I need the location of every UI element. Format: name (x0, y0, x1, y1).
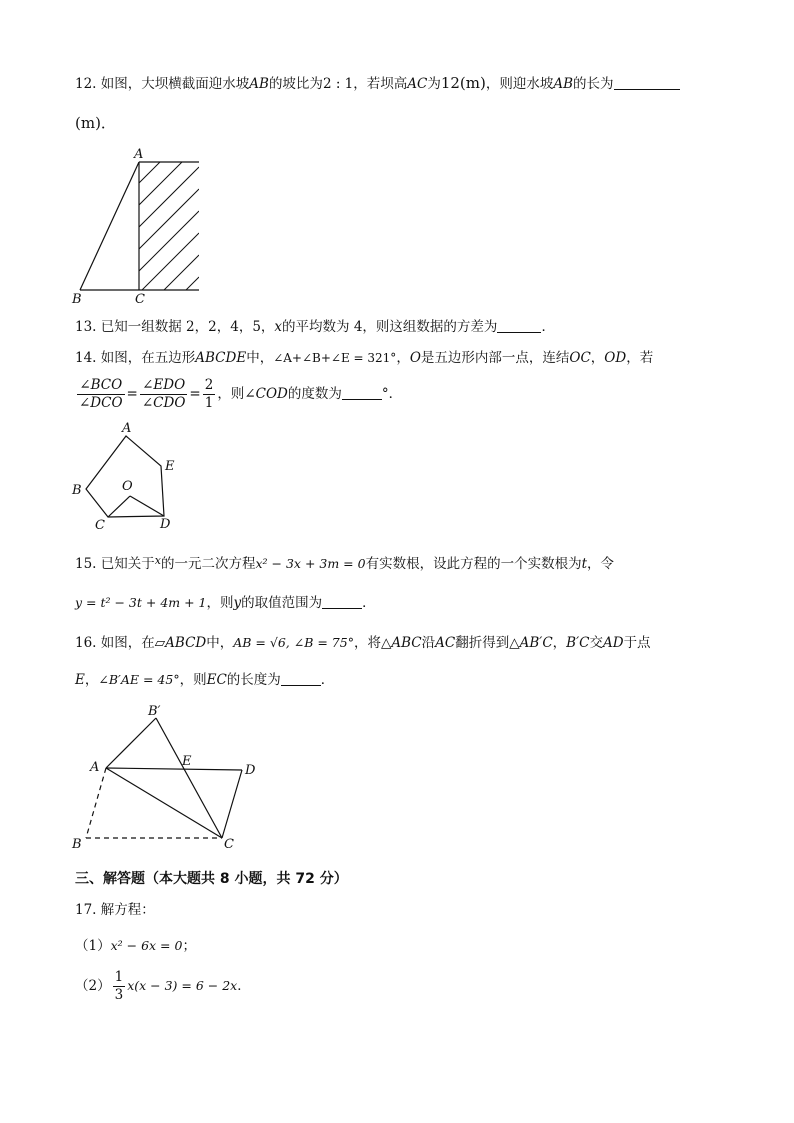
q17-part-2 (75, 966, 251, 1006)
q16-answer-blank[interactable] (281, 671, 321, 686)
q16-ec: EC (206, 672, 227, 688)
q14-eq: = (189, 386, 201, 402)
q16-line-1 (75, 633, 651, 653)
q13-end: ． (541, 319, 555, 335)
q14-text: ， (396, 350, 410, 366)
q16-text: ， (84, 672, 99, 688)
q12-text: 为 (427, 76, 441, 92)
q12-ab: AB (553, 76, 574, 92)
q17-p2-frac (113, 969, 126, 1004)
q12-unit: (m)． (75, 114, 116, 132)
q14-frac2-num: ∠EDO (140, 377, 188, 395)
q14-frac-3 (203, 377, 216, 412)
segment-od (130, 496, 164, 516)
q17-p2-label: （2） (75, 978, 111, 994)
q12-label-b: B (72, 292, 82, 307)
q12-text: 12. 如图，大坝横截面迎水坡 (75, 76, 250, 92)
q16-para: ▱ABCD (154, 635, 207, 651)
q16-text: 中， (206, 635, 234, 651)
segment-ab-prime (106, 718, 156, 768)
q16-text: ， (552, 635, 567, 651)
segment-b-prime-c (156, 718, 222, 838)
q14-end: °． (381, 386, 403, 402)
q14-label-a: A (122, 421, 132, 436)
q15-text: ，则 (206, 595, 234, 611)
q14-eq: = (126, 386, 138, 402)
q12-ratio: 2 : 1 (322, 76, 354, 92)
q14-text: 的度数为 (287, 386, 342, 402)
q14-answer-blank[interactable] (342, 385, 382, 400)
q16-angle: ∠B′AE = 45° (98, 672, 180, 687)
q17-p2-num: 1 (114, 969, 124, 985)
q16-ad: AD (602, 635, 624, 651)
q15-y: y (233, 595, 242, 611)
q16-bc: B′C (566, 635, 590, 651)
q16-text: 于点 (623, 635, 651, 651)
q14-text: 是五边形内部一点，连结 (420, 350, 570, 366)
q17-p1-label: （1） (75, 938, 111, 954)
q16-label-b: B (72, 837, 82, 850)
q15-x: x (154, 554, 161, 567)
q16-label-c: C (224, 837, 234, 850)
q16-e: E (75, 672, 85, 688)
q15-equation: x² − 3x + 3m = 0 (255, 556, 366, 571)
q16-end: ． (320, 672, 335, 688)
q14-od: OD (604, 350, 627, 366)
q14-frac3-den: 1 (204, 395, 214, 411)
q16-label-d: D (245, 763, 256, 778)
q17-title: 17. 解方程： (75, 902, 155, 918)
q15-y-def: y = t² − 3t + 4m + 1 (75, 595, 207, 610)
q16-text: 的长度为 (226, 672, 281, 688)
q15-text: 的取值范围为 (241, 595, 323, 611)
q16-parallelogram-figure (68, 700, 268, 850)
q14-pentagon-figure (68, 420, 188, 535)
q12-label-a: A (134, 147, 144, 162)
q14-text: ，若 (626, 350, 654, 366)
q16-text: ，将 (353, 635, 381, 651)
q14-label-o: O (122, 479, 133, 494)
q12-ac: AC (407, 76, 428, 92)
q16-text: 沿 (421, 635, 436, 651)
q15-line-1 (75, 551, 614, 574)
q16-tri1: △ABC (380, 635, 422, 651)
dam-ab (80, 162, 139, 290)
q17-p2-den: 3 (114, 987, 124, 1003)
q13-line (75, 317, 555, 337)
q14-oc: OC (569, 350, 591, 366)
segment-ad (106, 768, 242, 770)
q14-text: ，则 (217, 386, 245, 402)
q14-frac3-num: 2 (204, 377, 214, 393)
q15-end: ． (362, 595, 376, 611)
q16-text: 翻折得到 (455, 635, 510, 651)
q14-label-b: B (72, 483, 82, 498)
q14-line-2 (75, 374, 402, 414)
q14-label-d: D (160, 517, 171, 532)
q14-frac2-den: ∠CDO (141, 395, 186, 411)
q15-t: t (581, 556, 588, 572)
q12-height: 12(m) (440, 74, 486, 92)
q14-frac1-den: ∠DCO (79, 395, 123, 411)
segment-ab-dashed (86, 768, 106, 838)
q17-part-1 (75, 936, 196, 956)
segment-dc (222, 770, 242, 838)
q15-text: 有实数根，设此方程的一个实数根为 (365, 556, 582, 572)
section-3-heading: 三、解答题（本大题共 8 小题，共 72 分） (75, 871, 348, 887)
pentagon-abcde (86, 436, 164, 517)
q14-frac1-num: ∠BCO (77, 377, 125, 395)
q12-text: ，若坝高 (353, 76, 408, 92)
q12-text: ，则迎水坡 (485, 76, 554, 92)
q14-label-e: E (165, 459, 175, 474)
q12-label-c: C (135, 292, 145, 307)
q12-answer-blank[interactable] (614, 75, 680, 90)
q14-text: 中， (246, 350, 274, 366)
q16-text: ，则 (179, 672, 207, 688)
q16-line-2 (75, 670, 334, 690)
q12-text: 的坡比为 (268, 76, 323, 92)
q15-line-2 (75, 593, 376, 613)
q12-ab: AB (249, 76, 269, 92)
q13-answer-blank[interactable] (497, 318, 541, 333)
q17-p1-end: ； (182, 938, 196, 954)
q16-text: 交 (589, 635, 603, 651)
q17-p2-end: ． (237, 978, 251, 994)
q13-text: 的平均数为 4，则这组数据的方差为 (282, 319, 498, 335)
q14-frac-1 (77, 377, 125, 412)
q16-label-e: E (182, 754, 192, 769)
q14-label-c: C (95, 518, 105, 533)
q17-p1-equation: x² − 6x = 0 (110, 938, 183, 953)
q16-label-bprime: B′ (148, 704, 161, 719)
q15-text: 的一元二次方程 (160, 556, 256, 572)
q17-p2-equation: x(x − 3) = 6 − 2x (127, 978, 238, 993)
q16-ac: AC (435, 635, 456, 651)
q12-line-1 (75, 73, 680, 94)
q14-text: 14. 如图，在五边形 (75, 350, 196, 366)
q12-line-2 (75, 113, 116, 134)
q15-text: 15. 已知关于 (75, 556, 155, 572)
q15-text: ，令 (587, 556, 615, 572)
q14-angles: ∠A+∠B+∠E = 321° (273, 351, 397, 365)
q12-dam-figure (68, 143, 208, 308)
q16-label-a: A (90, 760, 100, 775)
q14-line-1 (75, 348, 653, 368)
q14-angle-cod: ∠COD (244, 386, 288, 402)
q14-frac-2 (140, 377, 188, 412)
q16-text: 16. 如图，在 (75, 635, 155, 651)
segment-oc (108, 496, 130, 517)
segment-ac (106, 768, 222, 838)
q13-x: x (274, 319, 283, 335)
q15-answer-blank[interactable] (322, 594, 362, 609)
q16-tri2: △AB′C (509, 635, 553, 651)
q13-text: 13. 已知一组数据 2，2，4，5， (75, 319, 275, 335)
q14-o: O (409, 350, 421, 366)
q14-sep: ， (590, 350, 605, 366)
q16-cond: AB = √6, ∠B = 75° (233, 635, 354, 650)
q12-text: 的长为 (573, 76, 614, 92)
q14-poly: ABCDE (195, 350, 247, 366)
